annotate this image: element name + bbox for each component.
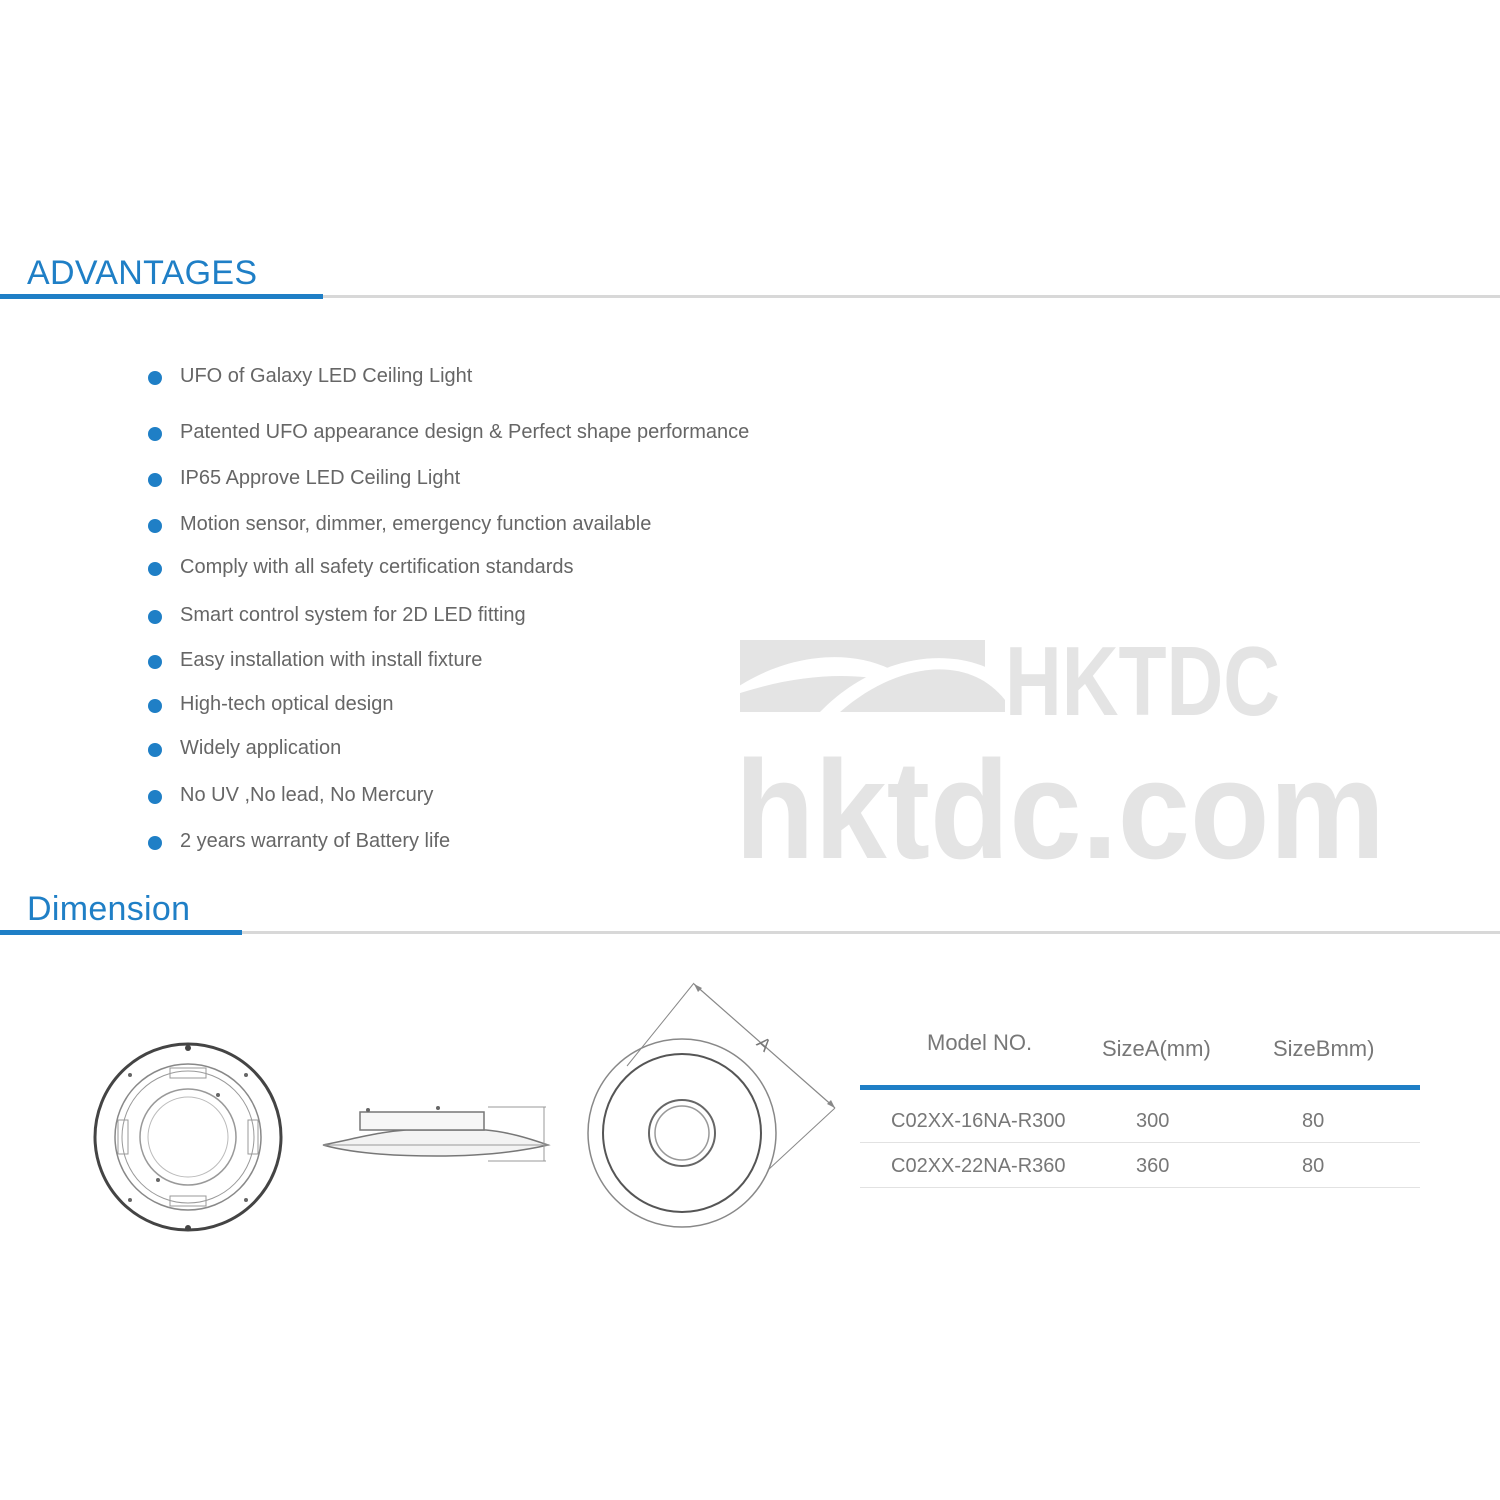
bullet-icon xyxy=(148,427,162,441)
bullet-icon xyxy=(148,699,162,713)
bullet-icon xyxy=(148,519,162,533)
bullet-icon xyxy=(148,562,162,576)
bullet-icon xyxy=(148,790,162,804)
column-header-size-a: SizeA(mm) xyxy=(1102,1036,1211,1061)
advantages-title: ADVANTAGES xyxy=(27,254,258,292)
watermark-logo-text: HKTDC xyxy=(1005,630,1280,736)
cell-size-a: 360 xyxy=(1136,1155,1170,1177)
column-header-model: Model NO. xyxy=(927,1030,1033,1055)
side-view-drawing xyxy=(318,1100,558,1170)
bullet-icon xyxy=(148,473,162,487)
cell-size-a: 300 xyxy=(1136,1110,1170,1132)
column-header-size-b: SizeBmm) xyxy=(1273,1036,1375,1061)
back-view-drawing xyxy=(88,1040,288,1240)
bullet-icon xyxy=(148,836,162,850)
table-row xyxy=(860,1143,1420,1188)
cell-model: C02XX-16NA-R300 xyxy=(891,1110,1066,1132)
watermark-swoosh-icon xyxy=(720,640,1020,712)
watermark-site-text: hktdc.com xyxy=(735,731,1385,870)
bullet-icon xyxy=(148,743,162,757)
dimension-a-label: A xyxy=(752,1032,776,1056)
bullet-icon xyxy=(148,371,162,385)
bullet-icon xyxy=(148,610,162,624)
cell-model: C02XX-22NA-R360 xyxy=(891,1155,1066,1177)
table-header-rule xyxy=(860,1085,1420,1090)
cell-size-b: 80 xyxy=(1302,1155,1325,1177)
cell-size-b: 80 xyxy=(1302,1110,1325,1132)
hktdc-watermark xyxy=(720,630,1400,870)
table-row xyxy=(860,1098,1420,1143)
dimension-title: Dimension xyxy=(27,890,191,928)
bullet-icon xyxy=(148,655,162,669)
dimension-accent-bar xyxy=(0,930,242,935)
front-view-drawing xyxy=(580,980,850,1240)
advantages-accent-bar xyxy=(0,294,323,299)
